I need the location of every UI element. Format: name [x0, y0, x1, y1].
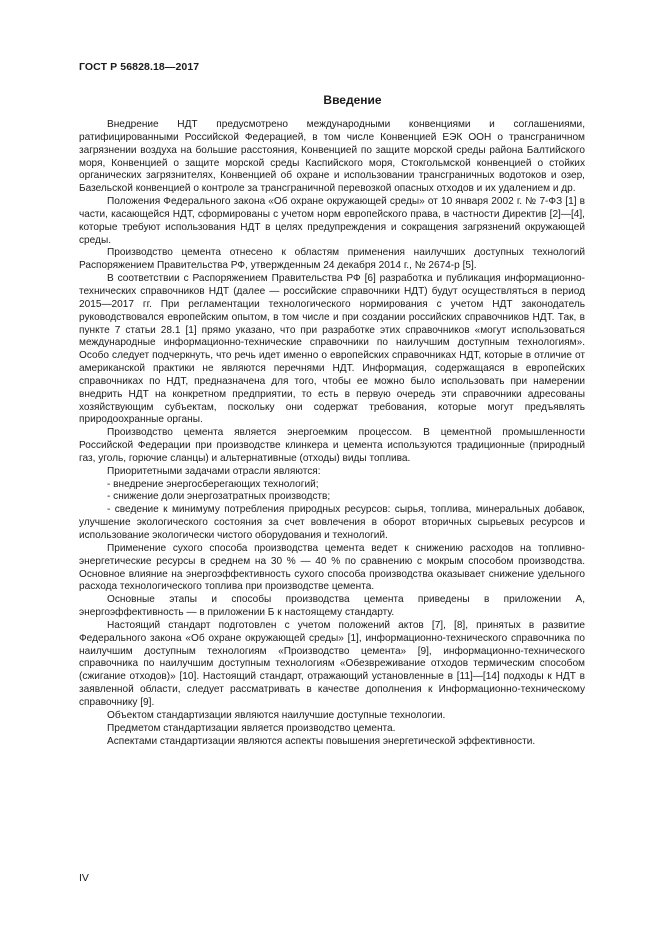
paragraph: Производство цемента является энергоемким процессом. В цементной промышленности Российской Федерации при производстве клинкера и цемента используются традиционные (природный газ, уголь, горючие сланцы) и альтернативные (отходы) виды топлива.: [79, 427, 585, 464]
paragraph: Предметом стандартизации является производство цемента.: [107, 722, 396, 734]
list-item: - сведение к минимуму потребления природных ресурсов: сырья, топлива, минеральных добавок, улучшение экологического состояния за счет вовлечения в оборот вторичных сырьевых ресурсов и использование экологически чистого оборудования и технологий.: [79, 504, 585, 541]
list-item: - внедрение энергосберегающих технологий;: [107, 478, 319, 490]
introduction-body: [79, 119, 585, 748]
paragraph: Положения Федерального закона «Об охране окружающей среды» от 10 января 2002 г. № 7-ФЗ [1] в части, касающейся НДТ, сформированы с учетом норм европейского права, в частности Директив [2]—[4], которые требуют использования НДТ в целях предупреждения и сокращения загрязнений окружающей среды.: [79, 196, 585, 246]
paragraph: Внедрение НДТ предусмотрено международными конвенциями и соглашениями, ратифицированными Российской Федерацией, в том числе Конвенцией ЕЭК ООН о трансграничном загрязнении воздуха на большие расстояния, Конвенцией по защите морской среды района Балтийского моря, Конвенцией о защите морской среды Каспийского моря, Стокгольмской конвенцией о стойких органических загрязнителях, Конвенцией об охране и использовании трансграничных водотоков и озер, Базельской конвенцией о контроле за трансграничной перевозкой опасных отходов и их удалением и др.: [79, 119, 585, 195]
paragraph: Аспектами стандартизации являются аспекты повышения энергетической эффективности.: [107, 735, 536, 747]
paragraph: Применение сухого способа производства цемента ведет к снижению расходов на топливно-энергетические ресурсы в среднем на 30 % — 40 % по сравнению с мокрым способом производства. Основное влияние на энергоэффективность сухого способа производства оказывает снижение удельного расхода технологического топлива при производстве цемента.: [79, 542, 585, 593]
paragraph: Настоящий стандарт подготовлен с учетом положений актов [7], [8], принятых в развитие Федерального закона «Об охране окружающей среды» [1], информационно-технического справочника по наилучшим доступным технологиям «Производство цемента» [9], информационно-технического справочника по наилучшим доступным технологиям «Обезвреживание отходов термическим способом (сжигание отходов)» [10]. Настоящий стандарт, отражающий установленные в [11]—[14] подходы к НДТ в заявленной области, следует рассматривать в качестве дополнения к Информационно-техническому справочнику [9].: [79, 619, 585, 708]
paragraph: Производство цемента отнесено к областям применения наилучших доступных технологий Распоряжением Правительства РФ, утвержденным 24 декабря 2014 г., № 2674-р [5].: [79, 247, 585, 272]
paragraph: Основные этапы и способы производства цемента приведены в приложении А, энергоэффективность — в приложении Б к настоящему стандарту.: [79, 594, 585, 619]
page-number: IV: [79, 872, 89, 884]
paragraph: В соответствии с Распоряжением Правительства РФ [6] разработка и публикация информационно-технических справочников НДТ (далее — российские справочники НДТ) будут осуществляться в период 2015—2017 гг. При регламентации технологического нормирования с учетом НДТ законодатель руководствовался европейским опытом, в том числе и при создании российских справочников НДТ. Так, в пункте 7 статьи 28.1 [1] прямо указано, что при разработке этих справочников «могут использоваться международные информационно-технические справочники по наилучшим доступным технологиям». Особо следует подчеркнуть, что речь идет именно о европейских справочниках НДТ, которые в отличие от американской практики не являются перечнями НДТ. Информация, содержащаяся в европейских справочниках по НДТ, предназначена для того, чтобы ее можно было использовать при намерении внедрить НДТ на конкретном предприятии, то есть в первую очередь эти справочники адресованы хозяйствующим субъектам, поскольку они содержат требования, которые могут предъявлять природоохранные органы.: [79, 273, 585, 426]
list-item: - снижение доли энергозатратных производств;: [107, 491, 331, 503]
paragraph: Объектом стандартизации являются наилучшие доступные технологии.: [107, 709, 446, 721]
paragraph: Приоритетными задачами отрасли являются:: [107, 465, 321, 477]
section-title: Введение: [323, 93, 382, 107]
standard-designation: ГОСТ Р 56828.18—2017: [79, 61, 200, 73]
